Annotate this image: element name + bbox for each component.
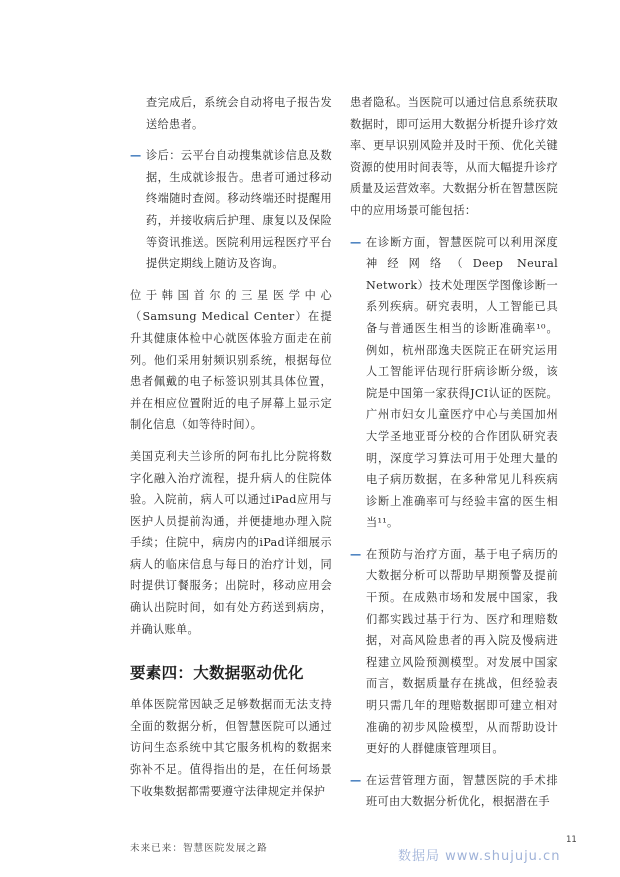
footer-title: 未来已来：智慧医院发展之路 <box>130 843 268 854</box>
bullet-text: 在运营管理方面，智慧医院的手术排班可由大数据分析优化，根据潜在手 <box>366 773 558 809</box>
bullet-item <box>350 544 558 760</box>
bullet-item <box>350 770 558 813</box>
paragraph: 位于韩国首尔的三星医学中心（Samsung Medical Center）在提升其健康体检中心就医体验方面走在前列。他们采用射频识别系统，根据每位患者佩戴的电子标签识别其具体位置，并在相应位置附近的电子屏幕上显示定制化信息（如等待时间）。 <box>130 288 332 432</box>
bullet-item <box>130 145 332 275</box>
dash-bullet-icon: — <box>350 546 362 561</box>
paragraph: 查完成后，系统会自动将电子报告发送给患者。 <box>146 96 332 131</box>
bullet-text: 在诊断方面，智慧医院可以利用深度神经网络（Deep Neural Network）技术处理医学图像诊断一系列疾病。研究表明，人工智能已具备与普通医生相当的诊断准确率¹⁰。例如，杭州邵逸夫医院正在研究运用人工智能评估现行肝病诊断分级，该院是中国第一家获得JCI认证的医院。广州市妇女儿童医疗中心与美国加州大学圣地亚哥分校的合作团队研究表明，深度学习算法可用于处理大量的电子病历数据，在多种常见儿科疾病诊断上准确率可与经验丰富的医生相当¹¹。 <box>366 235 558 530</box>
right-column <box>350 92 558 813</box>
bullet-item <box>350 232 558 534</box>
paragraph: 患者隐私。当医院可以通过信息系统获取数据时，即可运用大数据分析提升诊疗效率、更早识别风险并及时干预、优化关键资源的使用时间表等，从而大幅提升诊疗质量及运营效率。大数据分析在智慧医院中的应用场景可能包括： <box>350 96 558 217</box>
bullet-text: 诊后：云平台自动搜集就诊信息及数据，生成就诊报告。患者可通过移动终端随时查阅。移动终端还时提醒用药，并接收病后护理、康复以及保险等资讯推送。医院利用远程医疗平台提供定期线上随访及咨询。 <box>146 149 332 271</box>
dash-bullet-icon: — <box>350 772 362 787</box>
paragraph: 美国克利夫兰诊所的阿布扎比分院将数字化融入治疗流程，提升病人的住院体验。入院前，病人可以通过iPad应用与医护人员提前沟通，并便捷地办理入院手续；住院中，病房内的iPad详细展示病人的临床信息与每日的治疗计划，同时提供订餐服务；出院时，移动应用会确认出院时间，如有处方药送到病房，并确认账单。 <box>130 449 332 636</box>
paragraph: 单体医院常因缺乏足够数据而无法支持全面的数据分析，但智慧医院可以通过访问生态系统中其它服务机构的数据来弥补不足。值得指出的是，在任何场景下收集数据都需要遵守法律规定并保护 <box>130 698 332 798</box>
left-column <box>130 92 332 802</box>
dash-bullet-icon: — <box>350 234 362 249</box>
section-heading: 要素四：大数据驱动优化 <box>130 664 304 683</box>
dash-bullet-icon: — <box>130 148 142 163</box>
watermark: 数据局 www.shujuju.cn <box>398 849 561 864</box>
bullet-text: 在预防与治疗方面，基于电子病历的大数据分析可以帮助早期预警及提前干预。在成熟市场和发展中国家，我们都实践过基于行为、医疗和理赔数据，对高风险患者的再入院及慢病进程建立风险预测模型。对发展中国家而言，数据质量存在挑战，但经验表明只需几年的理赔数据即可建立相对准确的初步风险模型，从而帮助设计更好的人群健康管理项目。 <box>366 547 558 756</box>
page-number: 11 <box>566 835 577 845</box>
